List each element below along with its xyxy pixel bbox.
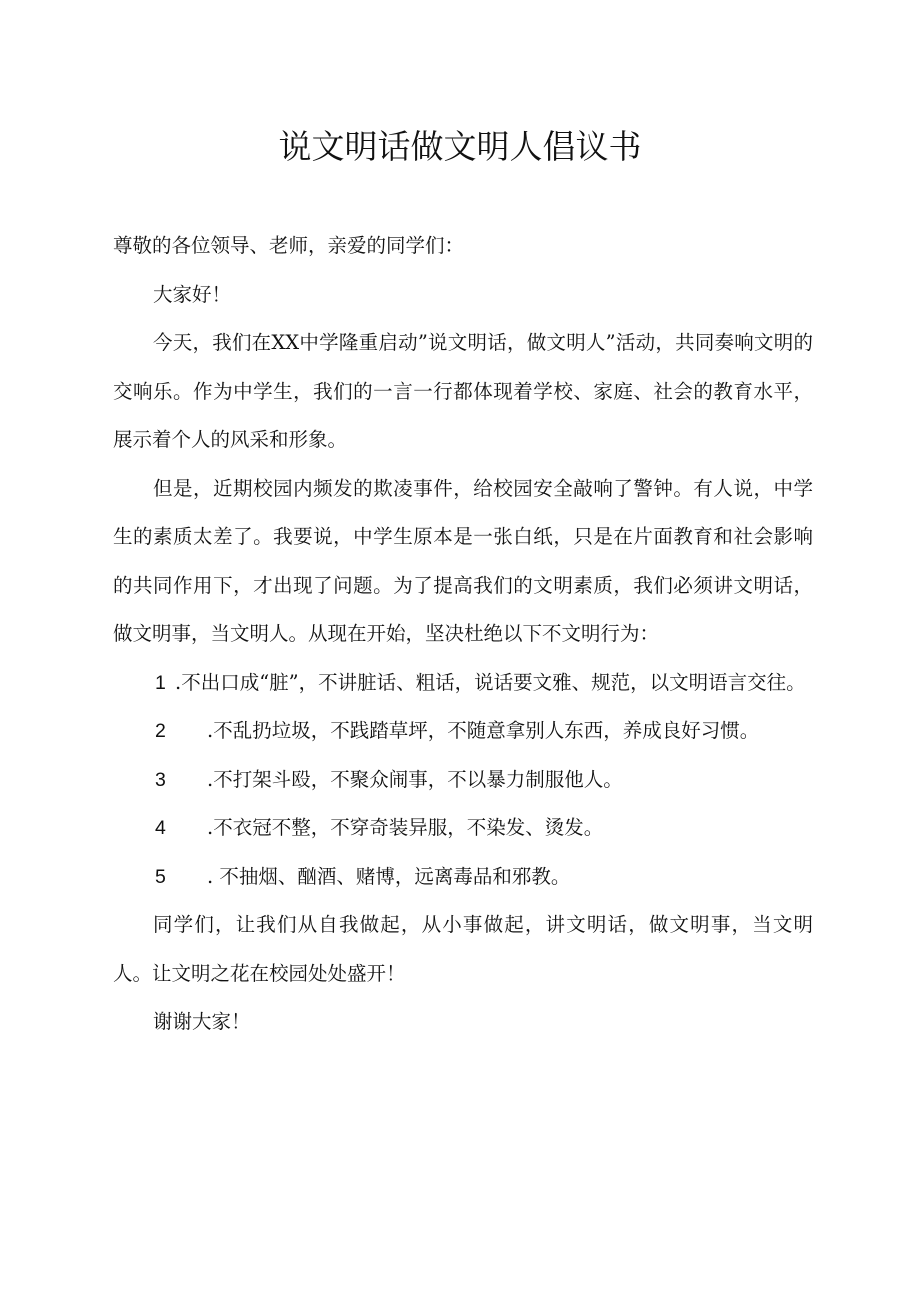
list-text: .不乱扔垃圾，不践踏草坪，不随意拿别人东西，养成良好习惯。 [207,719,760,742]
thanks-line: 谢谢大家！ [153,1010,251,1033]
list-number: 1 [155,671,166,694]
document-title: 说文明话做文明人倡议书 [278,127,642,166]
list-item-4 [113,804,813,853]
greeting: 大家好！ [153,282,232,306]
closing-paragraph: 同学们，让我们从自我做起，从小事做起，讲文明话，做文明事，当文明人。让文明之花在校园处处盛开！ [113,913,813,985]
list-text: . 不抽烟、酗酒、赌博，远离毒品和邪教。 [207,864,571,888]
paragraph-problem: 但是，近期校园内频发的欺凌事件，给校园安全敲响了警钟。有人说，中学生的素质太差了。我要说，中学生原本是一张白纸，只是在片面教育和社会影响的共同作用下，才出现了问题。为了提高我们的文明素质，我们必须讲文明话，做文明事，当文明人。从现在开始，坚决杜绝以下不文明行为： [113,476,813,645]
list-item-5 [113,853,813,902]
list-number: 2 [155,720,166,742]
list-number: 3 [155,768,166,791]
list-item-3 [113,756,813,805]
list-item-2 [113,707,813,756]
document-body [113,222,813,1047]
paragraph-intro: 今天，我们在XX中学隆重启动”说文明话，做文明人”活动，共同奏响文明的交响乐。作为中学生，我们的一言一行都体现着学校、家庭、社会的教育水平，展示着个人的风采和形象。 [113,331,813,451]
list-number: 4 [155,817,166,839]
list-text: .不出口成“脏”，不讲脏话、粗话，说话要文雅、规范，以文明语言交往。 [175,670,806,694]
list-number: 5 [155,865,166,888]
list-text: .不衣冠不整，不穿奇装异服，不染发、烫发。 [207,816,604,839]
list-text: .不打架斗殴，不聚众闹事，不以暴力制服他人。 [207,767,623,791]
salutation: 尊敬的各位领导、老师，亲爱的同学们： [113,234,465,257]
list-item-1 [113,659,813,708]
